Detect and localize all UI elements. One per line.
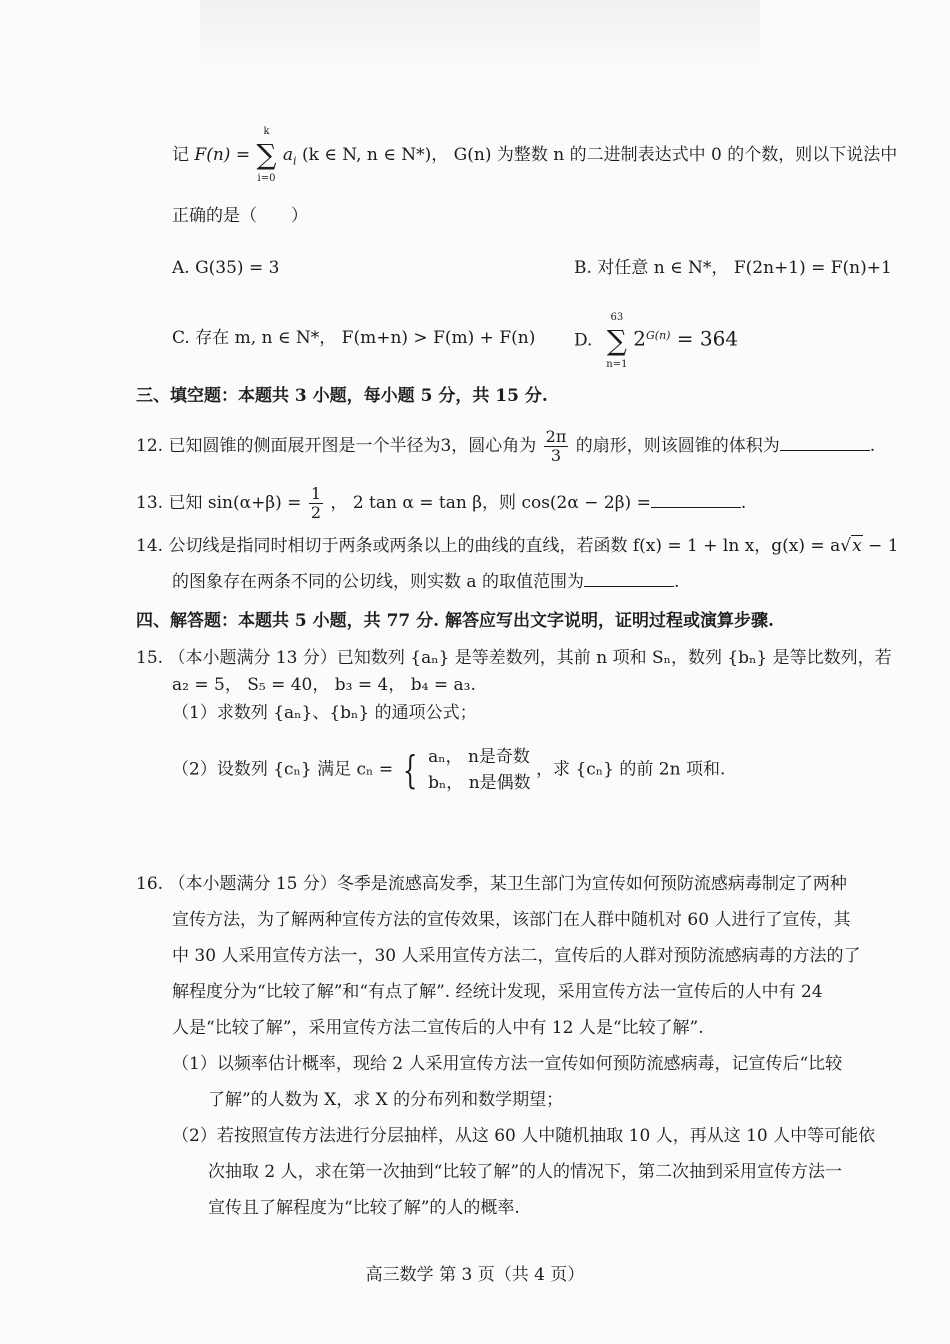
q13-mid: ， 2 tan α = tan β，则 cos(2α − 2β) = — [330, 493, 651, 513]
question-14-line-2 — [172, 570, 679, 594]
q15-p2-post: ，求 {cₙ} 的前 2n 项和. — [536, 759, 726, 780]
q14-l1: 14. 公切线是指同时相切于两条或两条以上的曲线的直线，若函数 f(x) = 1 + ln x，g(x) = a — [136, 536, 841, 556]
sum-top: k — [263, 126, 270, 137]
question-15-part-1: （1）求数列 {aₙ}、{bₙ} 的通项公式； — [172, 703, 477, 723]
option-d — [574, 311, 739, 370]
question-12 — [136, 428, 875, 465]
q14-l2: 的图象存在两条不同的公切线，则实数 a 的取值范围为 — [172, 572, 584, 592]
q12-answer-blank[interactable] — [780, 434, 870, 451]
intro-cond: (k ∈ N, n ∈ N*)， — [301, 145, 449, 165]
option-d-sum: 63 ∑ n=1 — [606, 311, 628, 370]
question-16-line-5: 人是“比较了解”，采用宣传方法二宣传后的人中有 12 人是“比较了解”. — [172, 1018, 704, 1038]
intro-line-2: 正确的是（ ） — [172, 206, 308, 226]
intro-line-1 — [172, 126, 898, 184]
intro-func-def: F(n) = — [194, 145, 251, 165]
q15-cases — [428, 744, 531, 796]
option-c: C. 存在 m, n ∈ N*， F(m+n) > F(m) + F(n) — [172, 328, 536, 348]
sum-bottom: i=0 — [257, 173, 276, 184]
option-d-label: D. — [574, 330, 593, 351]
q12-num: 2π — [545, 427, 567, 446]
section-3-heading: 三、填空题：本题共 3 小题，每小题 5 分，共 15 分. — [136, 386, 548, 406]
page-footer: 高三数学 第 3 页（共 4 页） — [365, 1265, 585, 1285]
q13-answer-blank[interactable] — [651, 491, 741, 508]
question-16-part-2b: 次抽取 2 人，求在第一次抽到“比较了解”的人的情况下，第二次抽到采用宣传方法一 — [208, 1162, 843, 1182]
q13-den: 2 — [310, 503, 322, 522]
sum-term-sub: i — [293, 154, 297, 168]
intro-prefix: 记 — [172, 145, 189, 165]
q14-end: . — [673, 572, 680, 592]
sum-term: a — [282, 145, 294, 165]
q15-brace: { — [403, 748, 418, 792]
q13-num: 1 — [310, 484, 322, 503]
question-13 — [136, 485, 746, 522]
question-15-part-2 — [172, 744, 725, 796]
scan-shadow — [200, 0, 760, 70]
q14-answer-blank[interactable] — [584, 570, 674, 587]
q12-den: 3 — [550, 446, 562, 465]
q12-fraction — [544, 428, 569, 465]
intro-g-text: G(n) 为整数 n 的二进制表达式中 0 的个数，则以下说法中 — [453, 145, 898, 165]
question-16-line-1: 16. （本小题满分 15 分）冬季是流感高发季，某卫生部门为宣传如何预防流感病毒制定了两种 — [136, 874, 847, 894]
q12-end: . — [869, 436, 876, 456]
question-15-line-2: a₂ = 5， S₅ = 40， b₃ = 4， b₄ = a₃. — [172, 675, 476, 695]
question-16-part-2c: 宣传且了解程度为“比较了解”的人的概率. — [208, 1198, 520, 1218]
question-14-line-1: 14. 公切线是指同时相切于两条或两条以上的曲线的直线，若函数 f(x) = 1 + ln x，g(x) = a√x − 1 — [136, 536, 899, 556]
q15-case-1: aₙ， n是奇数 — [428, 747, 530, 767]
q15-case-2: bₙ， n是偶数 — [428, 773, 531, 793]
question-16-part-1a: （1）以频率估计概率，现给 2 人采用宣传方法一宣传如何预防流感病毒，记宣传后“比较 — [172, 1054, 843, 1074]
q13-fraction — [309, 485, 323, 522]
option-a: A. G(35) = 3 — [172, 258, 280, 278]
question-16-line-2: 宣传方法，为了解两种宣传方法的宣传效果，该部门在人群中随机对 60 人进行了宣传，其 — [172, 910, 851, 930]
option-d-rhs: = 364 — [670, 326, 739, 351]
option-d-base: 2 — [633, 326, 646, 351]
question-16-part-1b: 了解”的人数为 X，求 X 的分布列和数学期望； — [208, 1090, 564, 1110]
q14-l1-end: − 1 — [862, 536, 899, 556]
q14-sqrt: x — [852, 536, 862, 556]
question-15-line-1: 15. （本小题满分 13 分）已知数列 {aₙ} 是等差数列，其前 n 项和 Sₙ，数列 {bₙ} 是等比数列，若 — [136, 648, 892, 668]
q13-pre: 13. 已知 sin(α+β) = — [136, 493, 302, 513]
sum-symbol: k ∑ i=0 — [256, 126, 277, 184]
q12-pre: 12. 已知圆锥的侧面展开图是一个半径为3，圆心角为 — [136, 436, 537, 456]
option-d-top: 63 — [610, 311, 624, 323]
question-16-line-3: 中 30 人采用宣传方法一，30 人采用宣传方法二，宣传后的人群对预防流感病毒的方法的了 — [172, 946, 861, 966]
option-d-exp: G(n) — [645, 329, 671, 342]
option-b: B. 对任意 n ∈ N*， F(2n+1) = F(n)+1 — [574, 258, 892, 278]
option-d-bottom: n=1 — [606, 358, 628, 370]
q15-p2-pre: （2）设数列 {cₙ} 满足 cₙ = — [172, 759, 394, 780]
question-16-line-4: 解程度分为“比较了解”和“有点了解”. 经统计发现，采用宣传方法一宣传后的人中有 24 — [172, 982, 823, 1002]
q12-post: 的扇形，则该圆锥的体积为 — [575, 436, 780, 456]
section-4-heading: 四、解答题：本题共 5 小题，共 77 分. 解答应写出文字说明，证明过程或演算步骤. — [136, 611, 774, 631]
question-16-part-2a: （2）若按照宣传方法进行分层抽样，从这 60 人中随机抽取 10 人，再从这 10 人中等可能依 — [172, 1126, 876, 1146]
q13-end: . — [740, 493, 747, 513]
